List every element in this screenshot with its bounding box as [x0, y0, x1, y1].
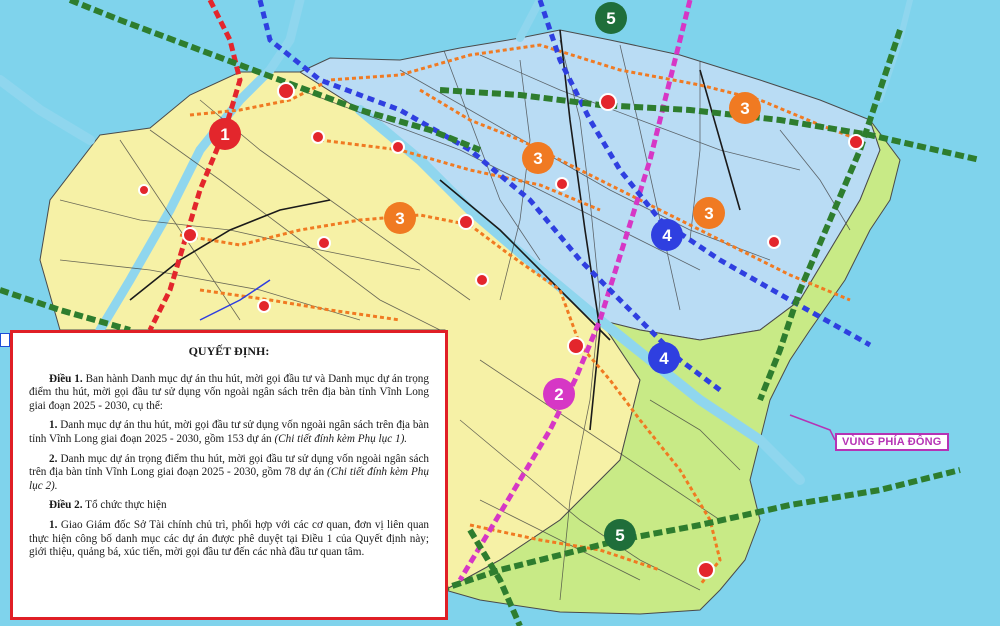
article-1-item-1	[29, 419, 429, 446]
article-1	[29, 373, 429, 414]
article-2-item-1	[29, 519, 429, 560]
marker-5b	[604, 519, 636, 551]
article-1-item-2-text: Danh mục dự án trọng điểm thu hút, mời gọi đầu tư sử dụng vốn ngoài ngân sách trên địa bàn tỉnh Vĩnh Long giai đoạn 2025 - 2030, gồm 78 dự án	[29, 452, 429, 479]
article-1-item-2-note: (Chi tiết đính kèm Phụ lục 2).	[29, 466, 429, 492]
article-1-item-1-number: 1.	[49, 419, 58, 432]
article-2-heading: Điều 2.	[49, 499, 83, 512]
marker-5a-label: 5	[606, 9, 616, 28]
article-1-item-1-note: (Chi tiết đính kèm Phụ lục 1).	[274, 432, 408, 445]
marker-3d-label: 3	[704, 204, 714, 223]
marker-2-label: 2	[554, 385, 564, 404]
marker-4a	[651, 219, 683, 251]
map-edge-tag	[0, 333, 10, 347]
marker-3b	[522, 142, 554, 174]
marker-3a-label: 3	[740, 99, 750, 118]
article-2-item-1-text: Giao Giám đốc Sở Tài chính chủ trì, phối hợp với các cơ quan, đơn vị liên quan thực hiện công bố danh mục các dự án được phê duyệt tại Điều 1 của Quyết định này; giới thiệu, quảng bá, xúc tiến, mời gọi đầu tư đến các nhà đầu tư quan tâm.	[29, 518, 429, 559]
marker-3d	[693, 197, 725, 229]
marker-1-label: 1	[220, 125, 230, 144]
marker-4b	[648, 342, 680, 374]
article-2-item-1-number: 1.	[49, 518, 58, 531]
decision-textbox	[10, 330, 448, 620]
article-2-text: Tổ chức thực hiện	[82, 499, 167, 512]
marker-1	[209, 118, 241, 150]
marker-3c	[384, 202, 416, 234]
article-1-heading: Điều 1.	[49, 372, 83, 385]
magenta-connector	[790, 415, 835, 440]
article-1-item-2	[29, 453, 429, 494]
article-2	[29, 499, 429, 513]
marker-2	[543, 378, 575, 410]
marker-3b-label: 3	[533, 149, 543, 168]
article-1-item-2-number: 2.	[49, 452, 58, 465]
decision-title: QUYẾT ĐỊNH:	[188, 344, 270, 358]
article-1-text: Ban hành Danh mục dự án thu hút, mời gọi đầu tư và Danh mục dự án trọng điểm thu hút, mời gọi đầu tư sử dụng vốn ngoài ngân sách trên địa bàn tỉnh Vĩnh Long giai đoạn 2025 - 2030, cụ thể:	[29, 372, 429, 412]
marker-4b-label: 4	[659, 349, 669, 368]
marker-4a-label: 4	[662, 226, 672, 245]
region-label-east: VÙNG PHÍA ĐÔNG	[835, 433, 949, 451]
article-1-item-1-text: Danh mục dự án thu hút, mời gọi đầu tư sử dụng vốn ngoài ngân sách trên địa bàn tỉnh Vĩnh Long giai đoạn 2025 - 2030, gồm 153 dự án	[29, 419, 429, 445]
marker-5b-label: 5	[615, 526, 625, 545]
marker-5a	[595, 2, 627, 34]
marker-3c-label: 3	[395, 209, 405, 228]
marker-3a	[729, 92, 761, 124]
